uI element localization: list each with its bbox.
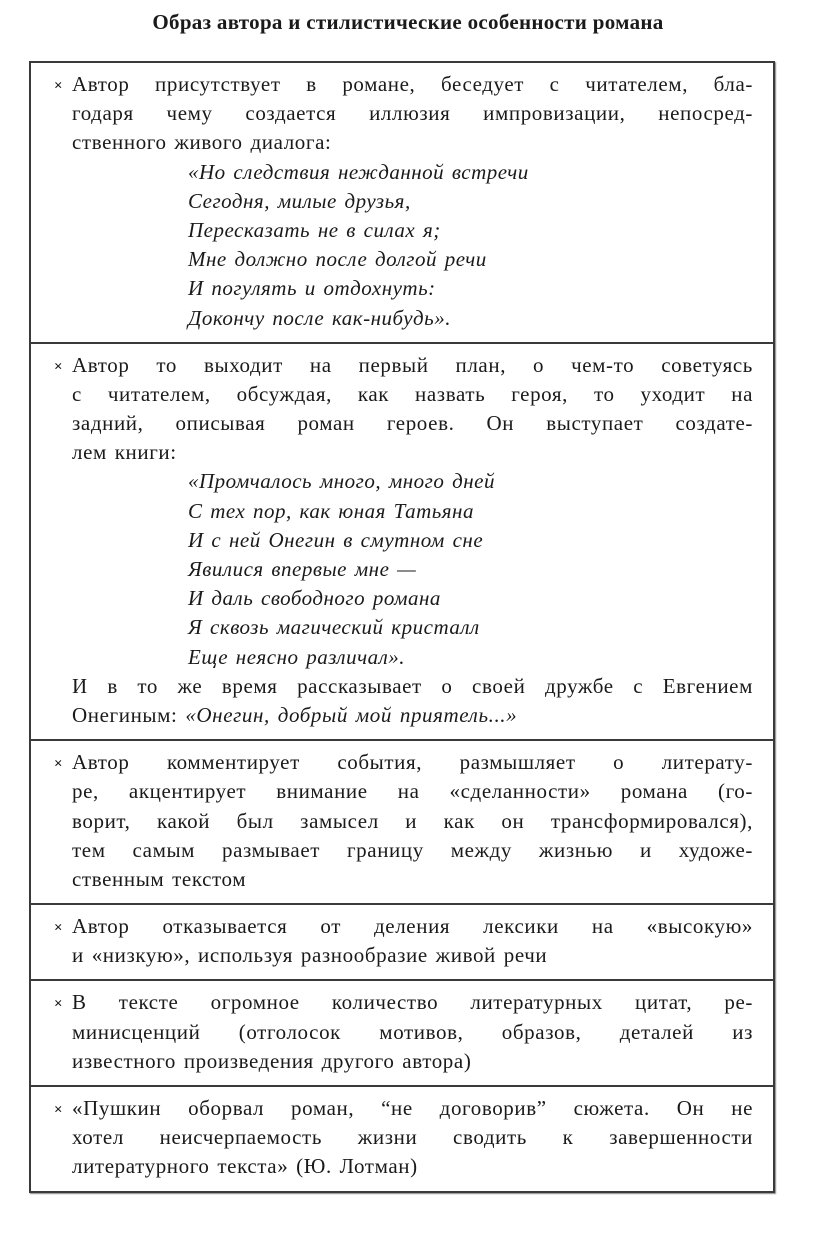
text-part: Онегиным: [72, 702, 186, 727]
text-line: ственным текстом [72, 866, 247, 891]
cross-bullet-icon: × [54, 358, 63, 375]
quote-line: «Промчалось много, много дней [188, 469, 495, 494]
text-line: ре, акцентирует внимание на «сделанности» романа (го- [72, 779, 753, 804]
cross-bullet-icon: × [54, 996, 63, 1013]
text-line: лем книги: [72, 440, 177, 465]
quote-line: Я сквозь магический кристалл [188, 615, 480, 640]
table-row [31, 979, 773, 1085]
quote-line: И даль свободного романа [188, 586, 441, 611]
quote-line: Мне должно после долгой речи [188, 247, 487, 272]
table-row [31, 1085, 773, 1191]
features-table [29, 61, 775, 1193]
quote-line: Еще неясно различал». [188, 644, 406, 669]
text-line: годаря чему создается иллюзия импровизации, непосред- [72, 101, 753, 126]
cross-bullet-icon: × [54, 78, 63, 94]
quote-line: Пересказать не в силах я; [188, 217, 441, 242]
text-line: и «низкую», используя разнообразие живой речи [72, 943, 548, 968]
text-line: Автор комментирует события, размышляет о литерату- [72, 750, 753, 775]
quote-line: «Но следствия нежданной встречи [188, 159, 529, 184]
table-row [31, 342, 773, 739]
cross-bullet-icon: × [54, 756, 63, 773]
text-line: задний, описывая роман героев. Он выступает создате- [72, 411, 753, 436]
quote-line: Явилися впервые мне — [188, 557, 417, 581]
quote-line: И с ней Онегин в смутном сне [188, 527, 484, 552]
text-line: литературного текста» (Ю. Лотман) [72, 1154, 418, 1179]
text-line: Автор отказывается от деления лексики на «высокую» [72, 914, 753, 939]
quote-line: С тех пор, как юная Татьяна [188, 498, 474, 523]
table-row [31, 739, 773, 903]
cross-bullet-icon: × [54, 920, 63, 937]
text-line: ственного живого диалога: [72, 130, 332, 155]
text-line: Автор присутствует в романе, беседует с читателем, бла- [72, 72, 753, 96]
text-line: Автор то выходит на первый план, о чем-то советуясь [72, 352, 753, 377]
text-line: тем самым размывает границу между жизнью и художе- [72, 837, 753, 862]
table-row [31, 63, 773, 342]
text-line: известного произведения другого автора) [72, 1048, 472, 1073]
quote-part: «Онегин, добрый мой приятель...» [185, 702, 518, 727]
text-line [72, 701, 753, 730]
text-line: ворит, какой был замысел и как он трансформировался), [72, 808, 753, 833]
table-row [31, 903, 773, 979]
text-line: с читателем, обсуждая, как назвать героя, то уходит на [72, 381, 753, 406]
quote-line: Сегодня, милые друзья, [188, 188, 411, 213]
text-line: минисценций (отголосок мотивов, образов, деталей из [72, 1019, 753, 1044]
text-line: В тексте огромное количество литературных цитат, ре- [72, 990, 753, 1015]
text-line: «Пушкин оборвал роман, “не договорив” сюжета. Он не [72, 1096, 753, 1120]
quote-line: Докончу после как-нибудь». [188, 305, 451, 330]
page-title: Образ автора и стилистические особенности романа [152, 10, 664, 34]
text-line: И в то же время рассказывает о своей дружбе с Евгением [72, 673, 753, 698]
quote-line: И погулять и отдохнуть: [188, 276, 436, 301]
cross-bullet-icon: × [54, 1102, 63, 1118]
text-line: хотел неисчерпаемость жизни сводить к завершенности [72, 1125, 753, 1150]
